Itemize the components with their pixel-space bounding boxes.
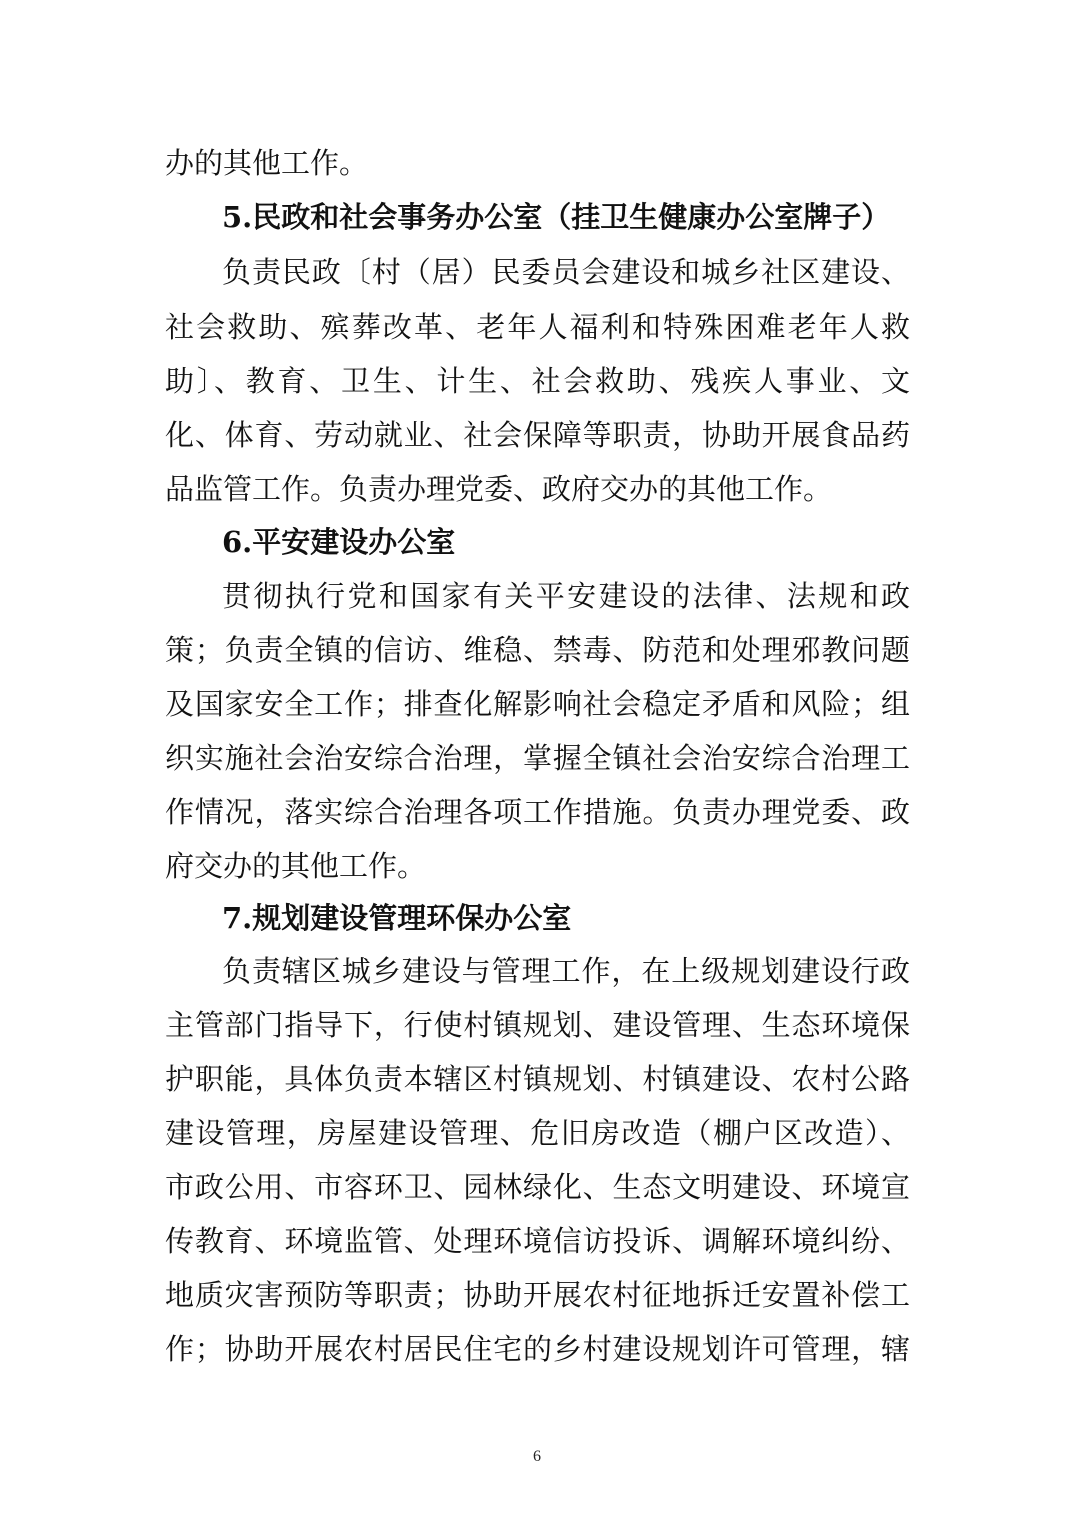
paragraph-line: 建设管理，房屋建设管理、危旧房改造（棚户区改造）、 [165, 1116, 910, 1150]
paragraph-line: 及国家安全工作；排查化解影响社会稳定矛盾和风险；组 [165, 687, 910, 721]
paragraph-line: 化、体育、劳动就业、社会保障等职责，协助开展食品药 [165, 418, 910, 452]
paragraph-line: 助〕、教育、卫生、计生、社会救助、残疾人事业、文 [165, 364, 910, 398]
paragraph-line: 作；协助开展农村居民住宅的乡村建设规划许可管理，辖 [165, 1332, 910, 1366]
paragraph-line: 贯彻执行党和国家有关平安建设的法律、法规和政 [222, 579, 910, 613]
paragraph-line: 社会救助、殡葬改革、老年人福利和特殊困难老年人救 [165, 310, 910, 344]
paragraph-line: 负责民政〔村（居）民委员会建设和城乡社区建设、 [222, 255, 910, 289]
paragraph-line: 作情况，落实综合治理各项工作措施。负责办理党委、政 [165, 795, 910, 829]
paragraph-line: 府交办的其他工作。 [165, 849, 427, 883]
paragraph-line: 品监管工作。负责办理党委、政府交办的其他工作。 [165, 472, 833, 506]
paragraph-line: 负责辖区城乡建设与管理工作，在上级规划建设行政 [222, 954, 910, 988]
section-heading-6: 6.平安建设办公室 [222, 525, 456, 559]
paragraph-line: 护职能，具体负责本辖区村镇规划、村镇建设、农村公路 [165, 1062, 910, 1096]
paragraph-line: 主管部门指导下，行使村镇规划、建设管理、生态环境保 [165, 1008, 910, 1042]
paragraph-line: 办的其他工作。 [165, 146, 369, 180]
paragraph-line: 地质灾害预防等职责；协助开展农村征地拆迁安置补偿工 [165, 1278, 910, 1312]
paragraph-line: 传教育、环境监管、处理环境信访投诉、调解环境纠纷、 [165, 1224, 910, 1258]
page-number: 6 [533, 1448, 541, 1465]
paragraph-line: 织实施社会治安综合治理，掌握全镇社会治安综合治理工 [165, 741, 910, 775]
paragraph-line: 市政公用、市容环卫、园林绿化、生态文明建设、环境宣 [165, 1170, 910, 1204]
section-heading-7: 7.规划建设管理环保办公室 [222, 901, 572, 935]
section-heading-5: 5.民政和社会事务办公室（挂卫生健康办公室牌子） [222, 200, 891, 234]
paragraph-line: 策；负责全镇的信访、维稳、禁毒、防范和处理邪教问题 [165, 633, 910, 667]
